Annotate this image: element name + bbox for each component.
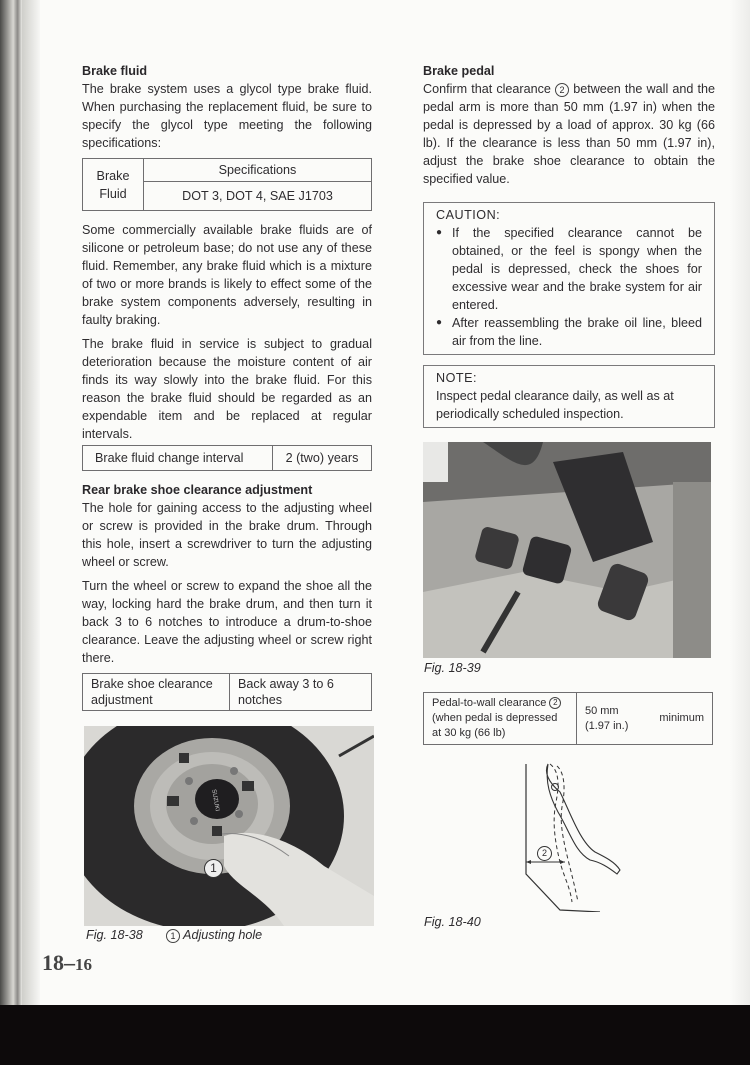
- spec-header: Specifications: [144, 159, 372, 182]
- shoe-adjust-table: [82, 673, 372, 711]
- pedal-photo: [423, 442, 711, 658]
- left-column: [82, 62, 372, 711]
- chapter-number: 18: [42, 950, 64, 975]
- fig-18-38-legend: [166, 928, 262, 943]
- clearance-label: Pedal-to-wall clearance 2 (when pedal is depressed at 30 kg (66 lb): [424, 693, 577, 745]
- diagram-callout-2: 2: [537, 846, 552, 861]
- brake-pedal-heading: Brake pedal: [423, 64, 495, 78]
- caution-item: ● After reassembling the brake oil line, bleed air from the line.: [452, 314, 702, 350]
- spec-row-label: Brake Fluid: [83, 159, 144, 211]
- page-in-chapter: 16: [75, 955, 92, 974]
- brake-fluid-heading: Brake fluid: [82, 64, 148, 78]
- book-spine: [0, 0, 22, 1005]
- right-column: [423, 62, 715, 438]
- legend-text: Adjusting hole: [183, 928, 263, 942]
- rear-shoe-heading: Rear brake shoe clearance adjustment: [82, 483, 313, 497]
- rear-shoe-para1: The hole for gaining access to the adjusting wheel or screw is provided in the brake drum. Through this hole, insert a screwdriver to turn the adjusting wheel or screw.: [82, 501, 372, 569]
- fig-18-38-caption: Fig. 18-38: [86, 928, 143, 942]
- fig-18-39-caption: Fig. 18-39: [424, 661, 481, 675]
- wheel-photo: [84, 726, 374, 926]
- interval-label: Brake fluid change interval: [83, 446, 273, 471]
- brake-fluid-para2: Some commercially available brake fluids are of silicone or petroleum base; do not use any of these fluid. Remember, any brake fluid which is a mixture of two or more brands is likely to effect some of the brake system components adversely, resulting in faulty braking.: [82, 223, 372, 327]
- clearance-qualifier: minimum: [651, 693, 712, 745]
- hub-logo: SUZUKI: [210, 788, 220, 812]
- shoe-adjust-value: Back away 3 to 6 notches: [230, 674, 372, 711]
- fluid-interval-table: [82, 445, 372, 471]
- note-text: Inspect pedal clearance daily, as well as at periodically scheduled inspection.: [436, 389, 674, 421]
- page-gutter: [22, 0, 40, 1005]
- caution-item: ● If the specified clearance cannot be obtained, or the feel is spongy when the pedal is depressed, check the shoes for excessive wear and the brake system for air entered.: [452, 224, 702, 314]
- brake-fluid-spec-table: [82, 158, 372, 211]
- clearance-value-cell: 50 mm (1.97 in.): [576, 693, 651, 745]
- fig-18-40-caption: Fig. 18-40: [424, 915, 481, 929]
- brake-fluid-para3: The brake fluid in service is subject to gradual deterioration because the moisture content of air finds its way slowly into the brake fluid. For this reason the brake fluid should be regarded as an expendable item and be replaced at regular intervals.: [82, 337, 372, 441]
- caution-box: [423, 202, 715, 355]
- brake-fluid-intro: The brake system uses a glycol type brake fluid. When purchasing the replacement fluid, be sure to specify the glycol type meeting the following specifications:: [82, 82, 372, 150]
- caution-list: [436, 224, 702, 350]
- page-edge: [730, 0, 750, 1005]
- pedal-clearance-diagram: [500, 752, 640, 912]
- caution-title: CAUTION:: [436, 208, 501, 222]
- legend-callout-1: 1: [166, 929, 180, 943]
- clearance-table-callout: 2: [549, 697, 561, 709]
- clearance-callout: 2: [555, 83, 569, 97]
- shoe-adjust-label: Brake shoe clearance adjustment: [83, 674, 230, 711]
- pedal-arm-depressed: [547, 764, 621, 874]
- page-number: 18–16: [42, 950, 92, 975]
- note-box: [423, 365, 715, 428]
- rear-shoe-para2: Turn the wheel or screw to expand the shoe all the way, locking hard the brake drum, and then turn it back 3 to 6 notches to introduce a drum-to-shoe clearance. Leave the adjusting wheel or screw right there.: [82, 579, 372, 665]
- note-title: NOTE:: [436, 371, 477, 385]
- pedal-clearance-table: [423, 692, 713, 745]
- spec-value: DOT 3, DOT 4, SAE J1703: [144, 182, 372, 211]
- brake-pedal-para: Confirm that clearance 2 between the wall and the pedal arm is more than 50 mm (1.97 in) when the pedal is depressed by a load of approx. 30 kg (66 lb). If the clearance is less than 50 mm (1.97 in), adjust the brake shoe clearance to obtain the specified value.: [423, 82, 715, 186]
- adjusting-hole-callout: 1: [204, 859, 223, 878]
- interval-value: 2 (two) years: [273, 446, 372, 471]
